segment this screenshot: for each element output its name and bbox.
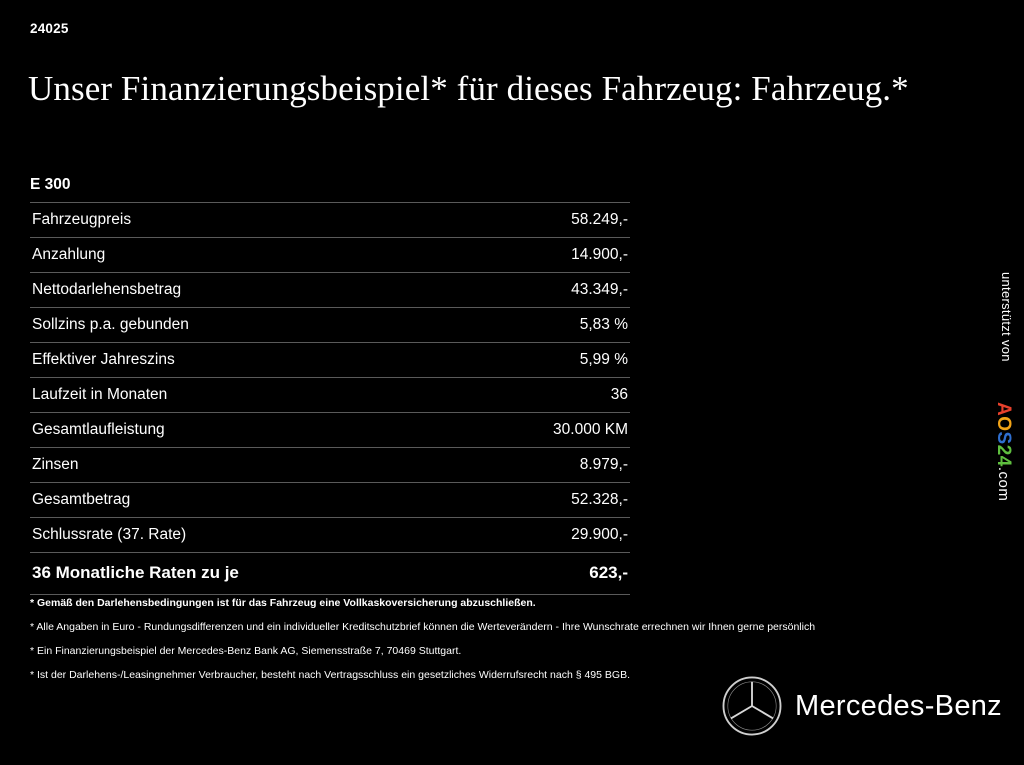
table-row (30, 203, 630, 238)
page-title: Unser Finanzierungsbeispiel* für dieses Fahrzeug: Fahrzeug.* (28, 69, 909, 108)
table-row (30, 273, 630, 308)
row-label: Sollzins p.a. gebunden (32, 316, 189, 333)
mercedes-star-icon (721, 675, 783, 737)
brand-number-24: 24 (993, 444, 1014, 467)
supported-by-sidebar (990, 272, 1016, 572)
row-label: Effektiver Jahreszins (32, 351, 175, 368)
table-row (30, 413, 630, 448)
brand-letter-a: A (993, 402, 1014, 417)
vehicle-model: E 300 (30, 176, 71, 193)
aos24-brand-label (992, 402, 1014, 501)
row-label: Nettodarlehensbetrag (32, 281, 182, 298)
row-label: Gesamtbetrag (32, 491, 131, 508)
table-row (30, 448, 630, 483)
table-row (30, 308, 630, 343)
row-value: 14.900,- (571, 246, 628, 263)
row-value: 36 (610, 386, 628, 403)
row-value: 5,99 % (579, 351, 628, 368)
row-label: Anzahlung (32, 246, 106, 263)
table-row (30, 238, 630, 273)
row-label: Gesamtlaufleistung (32, 421, 165, 438)
row-value: 29.900,- (571, 526, 628, 543)
mercedes-benz-logo (721, 675, 1002, 737)
footnote-item: * Gemäß den Darlehensbedingungen ist für das Fahrzeug eine Vollkaskoversicherung abzuschließen. (30, 597, 536, 609)
table-row-total (30, 553, 630, 595)
financing-table (30, 202, 630, 595)
footnote-item: * Alle Angaben in Euro - Rundungsdifferenzen und ein individueller Kreditschutzbrief können die Werteverändern - Ihre Wunschrate errechnen wir Ihnen gerne persönlich (30, 621, 816, 633)
row-value: 43.349,- (571, 281, 628, 298)
row-value: 8.979,- (579, 456, 628, 473)
row-value: 5,83 % (579, 316, 628, 333)
mercedes-benz-wordmark: Mercedes-Benz (795, 689, 1002, 722)
row-value: 58.249,- (571, 211, 628, 228)
row-label: Schlussrate (37. Rate) (32, 526, 187, 543)
supported-by-label: unterstützt von (999, 272, 1014, 362)
table-row (30, 378, 630, 413)
row-label: Laufzeit in Monaten (32, 386, 168, 403)
row-value: 30.000 KM (553, 421, 628, 438)
total-label: 36 Monatliche Raten zu je (32, 563, 239, 582)
table-row (30, 343, 630, 378)
brand-letter-s: S (993, 431, 1014, 445)
row-label: Zinsen (32, 456, 79, 473)
brand-suffix-com: .com (995, 466, 1012, 502)
row-value: 52.328,- (571, 491, 628, 508)
brand-letter-o: O (993, 416, 1014, 432)
footnote-item: * Ein Finanzierungsbeispiel der Mercedes-Benz Bank AG, Siemensstraße 7, 70469 Stuttgart. (30, 645, 462, 657)
table-row (30, 518, 630, 553)
total-value: 623,- (589, 563, 628, 582)
footnote-item: * Ist der Darlehens-/Leasingnehmer Verbraucher, besteht nach Vertragsschluss ein gesetzliches Widerrufsrecht nach § 495 BGB. (30, 669, 630, 681)
row-label: Fahrzeugpreis (32, 211, 132, 228)
table-row (30, 483, 630, 518)
reference-number: 24025 (30, 21, 69, 36)
